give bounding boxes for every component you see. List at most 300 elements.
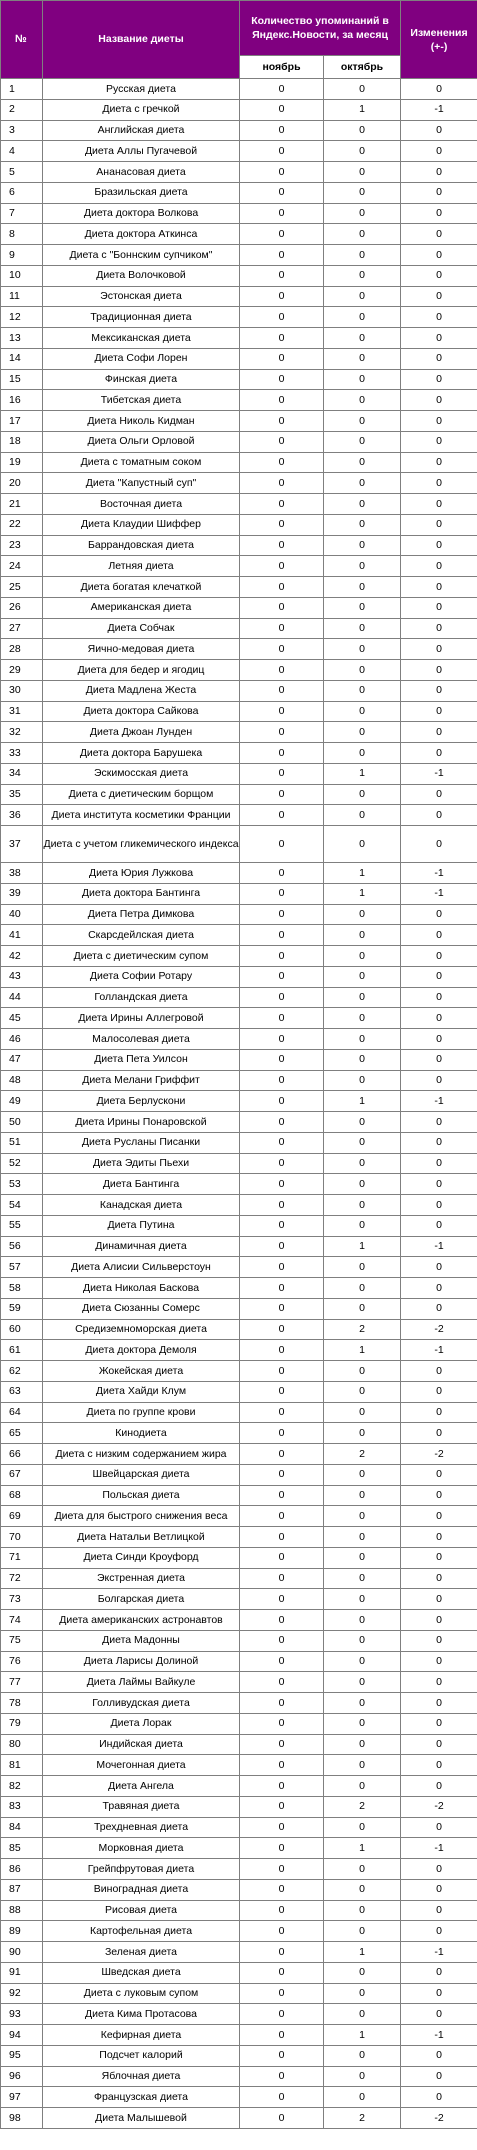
- table-row: [1, 1402, 477, 1423]
- table-row: [1, 120, 477, 141]
- diet-name: Диета с томатным соком: [43, 452, 240, 473]
- row-number: 61: [1, 1340, 43, 1361]
- table-row: [1, 805, 477, 826]
- table-row: [1, 1008, 477, 1029]
- row-number: 63: [1, 1381, 43, 1402]
- november-count: 0: [240, 1776, 324, 1797]
- table-row: [1, 722, 477, 743]
- diet-name: Английская диета: [43, 120, 240, 141]
- row-number: 36: [1, 805, 43, 826]
- october-count: 1: [324, 1091, 401, 1112]
- october-count: 0: [324, 348, 401, 369]
- october-count: 0: [324, 162, 401, 183]
- diet-name: Диета Мелани Гриффит: [43, 1070, 240, 1091]
- row-number: 31: [1, 701, 43, 722]
- row-number: 60: [1, 1319, 43, 1340]
- october-count: 0: [324, 369, 401, 390]
- row-number: 98: [1, 2108, 43, 2129]
- diet-name: Диета Юрия Лужкова: [43, 863, 240, 884]
- october-count: 1: [324, 883, 401, 904]
- table-row: [1, 946, 477, 967]
- row-number: 10: [1, 265, 43, 286]
- diet-name: Подсчет калорий: [43, 2045, 240, 2066]
- november-count: 0: [240, 2004, 324, 2025]
- table-row: [1, 1672, 477, 1693]
- november-count: 0: [240, 904, 324, 925]
- diet-name: Экстренная диета: [43, 1568, 240, 1589]
- november-count: 0: [240, 1298, 324, 1319]
- diet-name: Диета Николь Кидман: [43, 411, 240, 432]
- row-number: 97: [1, 2087, 43, 2108]
- change-value: 0: [401, 182, 477, 203]
- november-count: 0: [240, 1485, 324, 1506]
- row-number: 40: [1, 904, 43, 925]
- diet-name: Яблочная диета: [43, 2066, 240, 2087]
- table-row: [1, 1921, 477, 1942]
- change-value: 0: [401, 1215, 477, 1236]
- october-count: 0: [324, 1962, 401, 1983]
- diet-name: Диета "Капустный суп": [43, 473, 240, 494]
- row-number: 77: [1, 1672, 43, 1693]
- header-mention-count: Количество упоминаний в Яндекс.Новости, за месяц: [240, 1, 401, 56]
- change-value: -1: [401, 1091, 477, 1112]
- change-value: 0: [401, 987, 477, 1008]
- row-number: 96: [1, 2066, 43, 2087]
- october-count: 0: [324, 639, 401, 660]
- october-count: 0: [324, 1049, 401, 1070]
- change-value: 0: [401, 1361, 477, 1382]
- change-value: 0: [401, 1859, 477, 1880]
- table-row: [1, 1630, 477, 1651]
- diet-name: Диета института косметики Франции: [43, 805, 240, 826]
- november-count: 0: [240, 1796, 324, 1817]
- change-value: -1: [401, 883, 477, 904]
- november-count: 0: [240, 1589, 324, 1610]
- row-number: 94: [1, 2025, 43, 2046]
- change-value: 0: [401, 1195, 477, 1216]
- november-count: 0: [240, 390, 324, 411]
- change-value: 0: [401, 286, 477, 307]
- november-count: 0: [240, 1029, 324, 1050]
- table-row: [1, 1340, 477, 1361]
- diet-name: Диета Натальи Ветлицкой: [43, 1527, 240, 1548]
- diet-name: Жокейская диета: [43, 1361, 240, 1382]
- november-count: 0: [240, 514, 324, 535]
- october-count: 0: [324, 514, 401, 535]
- change-value: 0: [401, 743, 477, 764]
- change-value: 0: [401, 473, 477, 494]
- row-number: 15: [1, 369, 43, 390]
- november-count: 0: [240, 99, 324, 120]
- october-count: 2: [324, 1796, 401, 1817]
- diet-name: Диета Ангела: [43, 1776, 240, 1797]
- change-value: 0: [401, 618, 477, 639]
- row-number: 71: [1, 1547, 43, 1568]
- diet-name: Диета Хайди Клум: [43, 1381, 240, 1402]
- row-number: 84: [1, 1817, 43, 1838]
- diet-name: Диета Ольги Орловой: [43, 431, 240, 452]
- row-number: 45: [1, 1008, 43, 1029]
- change-value: 0: [401, 805, 477, 826]
- table-row: [1, 701, 477, 722]
- diet-name: Шведская диета: [43, 1962, 240, 1983]
- november-count: 0: [240, 203, 324, 224]
- row-number: 53: [1, 1174, 43, 1195]
- table-row: [1, 1132, 477, 1153]
- table-row: [1, 286, 477, 307]
- table-row: [1, 411, 477, 432]
- october-count: 0: [324, 1879, 401, 1900]
- row-number: 55: [1, 1215, 43, 1236]
- table-header: [1, 1, 477, 79]
- row-number: 93: [1, 2004, 43, 2025]
- row-number: 66: [1, 1444, 43, 1465]
- diet-name: Малосолевая диета: [43, 1029, 240, 1050]
- october-count: 0: [324, 618, 401, 639]
- diet-name: Диета Ларисы Долиной: [43, 1651, 240, 1672]
- row-number: 28: [1, 639, 43, 660]
- change-value: 0: [401, 307, 477, 328]
- november-count: 0: [240, 1506, 324, 1527]
- change-value: -2: [401, 2108, 477, 2129]
- diet-name: Средиземноморская диета: [43, 1319, 240, 1340]
- october-count: 0: [324, 2066, 401, 2087]
- row-number: 44: [1, 987, 43, 1008]
- table-row: [1, 2004, 477, 2025]
- change-value: 0: [401, 1527, 477, 1548]
- table-row: [1, 1796, 477, 1817]
- change-value: -1: [401, 863, 477, 884]
- diet-name: Диета Джоан Лунден: [43, 722, 240, 743]
- november-count: 0: [240, 1091, 324, 1112]
- october-count: 0: [324, 203, 401, 224]
- november-count: 0: [240, 722, 324, 743]
- diet-name: Диета Алисии Сильверстоун: [43, 1257, 240, 1278]
- diet-name: Диета доктора Демоля: [43, 1340, 240, 1361]
- october-count: 0: [324, 1008, 401, 1029]
- october-count: 0: [324, 1215, 401, 1236]
- row-number: 73: [1, 1589, 43, 1610]
- november-count: 0: [240, 805, 324, 826]
- november-count: 0: [240, 1049, 324, 1070]
- november-count: 0: [240, 245, 324, 266]
- november-count: 0: [240, 473, 324, 494]
- diet-name: Финская диета: [43, 369, 240, 390]
- november-count: 0: [240, 162, 324, 183]
- table-row: [1, 1153, 477, 1174]
- change-value: 0: [401, 1983, 477, 2004]
- change-value: 0: [401, 1506, 477, 1527]
- october-count: 0: [324, 577, 401, 598]
- diet-name: Трехдневная диета: [43, 1817, 240, 1838]
- november-count: 0: [240, 307, 324, 328]
- row-number: 78: [1, 1693, 43, 1714]
- row-number: 18: [1, 431, 43, 452]
- row-number: 14: [1, 348, 43, 369]
- row-number: 76: [1, 1651, 43, 1672]
- change-value: 0: [401, 1257, 477, 1278]
- october-count: 0: [324, 1485, 401, 1506]
- diet-name: Виноградная диета: [43, 1879, 240, 1900]
- table-row: [1, 328, 477, 349]
- diet-name: Французская диета: [43, 2087, 240, 2108]
- october-count: 0: [324, 1112, 401, 1133]
- november-count: 0: [240, 1340, 324, 1361]
- change-value: 0: [401, 79, 477, 100]
- change-value: -1: [401, 1236, 477, 1257]
- october-count: 0: [324, 826, 401, 863]
- row-number: 29: [1, 660, 43, 681]
- row-number: 72: [1, 1568, 43, 1589]
- change-value: 0: [401, 1132, 477, 1153]
- diet-name: Диета с диетическим борщом: [43, 784, 240, 805]
- november-count: 0: [240, 1568, 324, 1589]
- change-value: 0: [401, 452, 477, 473]
- row-number: 4: [1, 141, 43, 162]
- october-count: 0: [324, 1278, 401, 1299]
- row-number: 1: [1, 79, 43, 100]
- october-count: 0: [324, 2004, 401, 2025]
- november-count: 0: [240, 618, 324, 639]
- november-count: 0: [240, 1381, 324, 1402]
- change-value: 0: [401, 966, 477, 987]
- october-count: 0: [324, 79, 401, 100]
- row-number: 52: [1, 1153, 43, 1174]
- october-count: 0: [324, 1900, 401, 1921]
- table-row: [1, 597, 477, 618]
- november-count: 0: [240, 535, 324, 556]
- november-count: 0: [240, 1423, 324, 1444]
- change-value: 0: [401, 535, 477, 556]
- table-row: [1, 784, 477, 805]
- diet-name: Яично-медовая диета: [43, 639, 240, 660]
- october-count: 0: [324, 722, 401, 743]
- october-count: 0: [324, 431, 401, 452]
- change-value: 0: [401, 141, 477, 162]
- table-row: [1, 1568, 477, 1589]
- row-number: 43: [1, 966, 43, 987]
- november-count: 0: [240, 1278, 324, 1299]
- diet-name: Травяная диета: [43, 1796, 240, 1817]
- table-row: [1, 141, 477, 162]
- row-number: 65: [1, 1423, 43, 1444]
- row-number: 80: [1, 1734, 43, 1755]
- row-number: 33: [1, 743, 43, 764]
- table-row: [1, 1755, 477, 1776]
- row-number: 25: [1, 577, 43, 598]
- october-count: 0: [324, 1983, 401, 2004]
- diet-name: Диета Мадлена Жеста: [43, 680, 240, 701]
- table-row: [1, 763, 477, 784]
- change-value: 0: [401, 784, 477, 805]
- october-count: 1: [324, 763, 401, 784]
- row-number: 51: [1, 1132, 43, 1153]
- october-count: 0: [324, 784, 401, 805]
- november-count: 0: [240, 763, 324, 784]
- table-row: [1, 925, 477, 946]
- november-count: 0: [240, 452, 324, 473]
- table-row: [1, 556, 477, 577]
- row-number: 87: [1, 1879, 43, 1900]
- change-value: 0: [401, 701, 477, 722]
- november-count: 0: [240, 680, 324, 701]
- change-value: 0: [401, 1029, 477, 1050]
- change-value: 0: [401, 390, 477, 411]
- table-row: [1, 1298, 477, 1319]
- table-row: [1, 1527, 477, 1548]
- table-row: [1, 1091, 477, 1112]
- row-number: 57: [1, 1257, 43, 1278]
- november-count: 0: [240, 1153, 324, 1174]
- november-count: 0: [240, 1734, 324, 1755]
- october-count: 0: [324, 1070, 401, 1091]
- november-count: 0: [240, 1693, 324, 1714]
- diet-name: Диета Софи Лорен: [43, 348, 240, 369]
- change-value: 0: [401, 1174, 477, 1195]
- october-count: 0: [324, 904, 401, 925]
- row-number: 64: [1, 1402, 43, 1423]
- table-row: [1, 863, 477, 884]
- october-count: 0: [324, 245, 401, 266]
- row-number: 13: [1, 328, 43, 349]
- change-value: 0: [401, 1381, 477, 1402]
- table-row: [1, 1817, 477, 1838]
- diet-name: Восточная диета: [43, 494, 240, 515]
- diet-name: Картофельная диета: [43, 1921, 240, 1942]
- diet-name: Индийская диета: [43, 1734, 240, 1755]
- table-row: [1, 987, 477, 1008]
- change-value: 0: [401, 925, 477, 946]
- change-value: 0: [401, 1755, 477, 1776]
- row-number: 26: [1, 597, 43, 618]
- diet-name: Эскимосская диета: [43, 763, 240, 784]
- table-row: [1, 1464, 477, 1485]
- november-count: 0: [240, 120, 324, 141]
- october-count: 0: [324, 1755, 401, 1776]
- october-count: 0: [324, 1298, 401, 1319]
- diet-name: Морковная диета: [43, 1838, 240, 1859]
- diet-name: Диета Берлускони: [43, 1091, 240, 1112]
- table-row: [1, 680, 477, 701]
- november-count: 0: [240, 1817, 324, 1838]
- november-count: 0: [240, 1983, 324, 2004]
- november-count: 0: [240, 286, 324, 307]
- table-row: [1, 473, 477, 494]
- october-count: 0: [324, 1153, 401, 1174]
- change-value: 0: [401, 224, 477, 245]
- change-value: 0: [401, 203, 477, 224]
- row-number: 23: [1, 535, 43, 556]
- change-value: -2: [401, 1319, 477, 1340]
- october-count: 0: [324, 597, 401, 618]
- october-count: 0: [324, 2045, 401, 2066]
- diet-name: Диета богатая клечаткой: [43, 577, 240, 598]
- october-count: 1: [324, 1340, 401, 1361]
- row-number: 89: [1, 1921, 43, 1942]
- change-value: -1: [401, 99, 477, 120]
- november-count: 0: [240, 411, 324, 432]
- diet-name: Голландская диета: [43, 987, 240, 1008]
- change-value: 0: [401, 2087, 477, 2108]
- table-row: [1, 1983, 477, 2004]
- diet-name: Американская диета: [43, 597, 240, 618]
- october-count: 1: [324, 1838, 401, 1859]
- diet-name: Диета доктора Бантинга: [43, 883, 240, 904]
- diet-name: Эстонская диета: [43, 286, 240, 307]
- table-row: [1, 1381, 477, 1402]
- october-count: 0: [324, 1610, 401, 1631]
- change-value: 0: [401, 946, 477, 967]
- diet-name: Диета по группе крови: [43, 1402, 240, 1423]
- table-row: [1, 639, 477, 660]
- change-value: 0: [401, 639, 477, 660]
- change-value: 0: [401, 1049, 477, 1070]
- november-count: 0: [240, 1672, 324, 1693]
- table-row: [1, 1879, 477, 1900]
- october-count: 0: [324, 660, 401, 681]
- diet-name: Ананасовая диета: [43, 162, 240, 183]
- november-count: 0: [240, 1921, 324, 1942]
- october-count: 0: [324, 1693, 401, 1714]
- change-value: 0: [401, 2066, 477, 2087]
- table-row: [1, 1278, 477, 1299]
- table-row: [1, 182, 477, 203]
- october-count: 0: [324, 925, 401, 946]
- november-count: 0: [240, 1879, 324, 1900]
- table-row: [1, 1942, 477, 1963]
- change-value: 0: [401, 1568, 477, 1589]
- october-count: 0: [324, 390, 401, 411]
- october-count: 0: [324, 141, 401, 162]
- change-value: 0: [401, 1879, 477, 1900]
- october-count: 0: [324, 1029, 401, 1050]
- change-value: 0: [401, 348, 477, 369]
- diet-name: Диета Лаймы Вайкуле: [43, 1672, 240, 1693]
- change-value: 0: [401, 1651, 477, 1672]
- november-count: 0: [240, 1755, 324, 1776]
- diet-name: Диета Сюзанны Сомерс: [43, 1298, 240, 1319]
- row-number: 91: [1, 1962, 43, 1983]
- diet-name: Диета Волочковой: [43, 265, 240, 286]
- change-value: 0: [401, 514, 477, 535]
- diet-name: Диета доктора Аткинса: [43, 224, 240, 245]
- table-row: [1, 535, 477, 556]
- october-count: 0: [324, 1672, 401, 1693]
- change-value: -1: [401, 763, 477, 784]
- table-row: [1, 904, 477, 925]
- row-number: 82: [1, 1776, 43, 1797]
- table-row: [1, 1776, 477, 1797]
- october-count: 1: [324, 99, 401, 120]
- november-count: 0: [240, 2066, 324, 2087]
- change-value: 0: [401, 556, 477, 577]
- table-row: [1, 1112, 477, 1133]
- diet-name: Диета Мадонны: [43, 1630, 240, 1651]
- november-count: 0: [240, 431, 324, 452]
- october-count: 0: [324, 120, 401, 141]
- table-row: [1, 1444, 477, 1465]
- change-value: 0: [401, 1464, 477, 1485]
- october-count: 0: [324, 701, 401, 722]
- november-count: 0: [240, 224, 324, 245]
- october-count: 0: [324, 966, 401, 987]
- row-number: 20: [1, 473, 43, 494]
- october-count: 0: [324, 805, 401, 826]
- row-number: 92: [1, 1983, 43, 2004]
- row-number: 8: [1, 224, 43, 245]
- row-number: 58: [1, 1278, 43, 1299]
- change-value: 0: [401, 431, 477, 452]
